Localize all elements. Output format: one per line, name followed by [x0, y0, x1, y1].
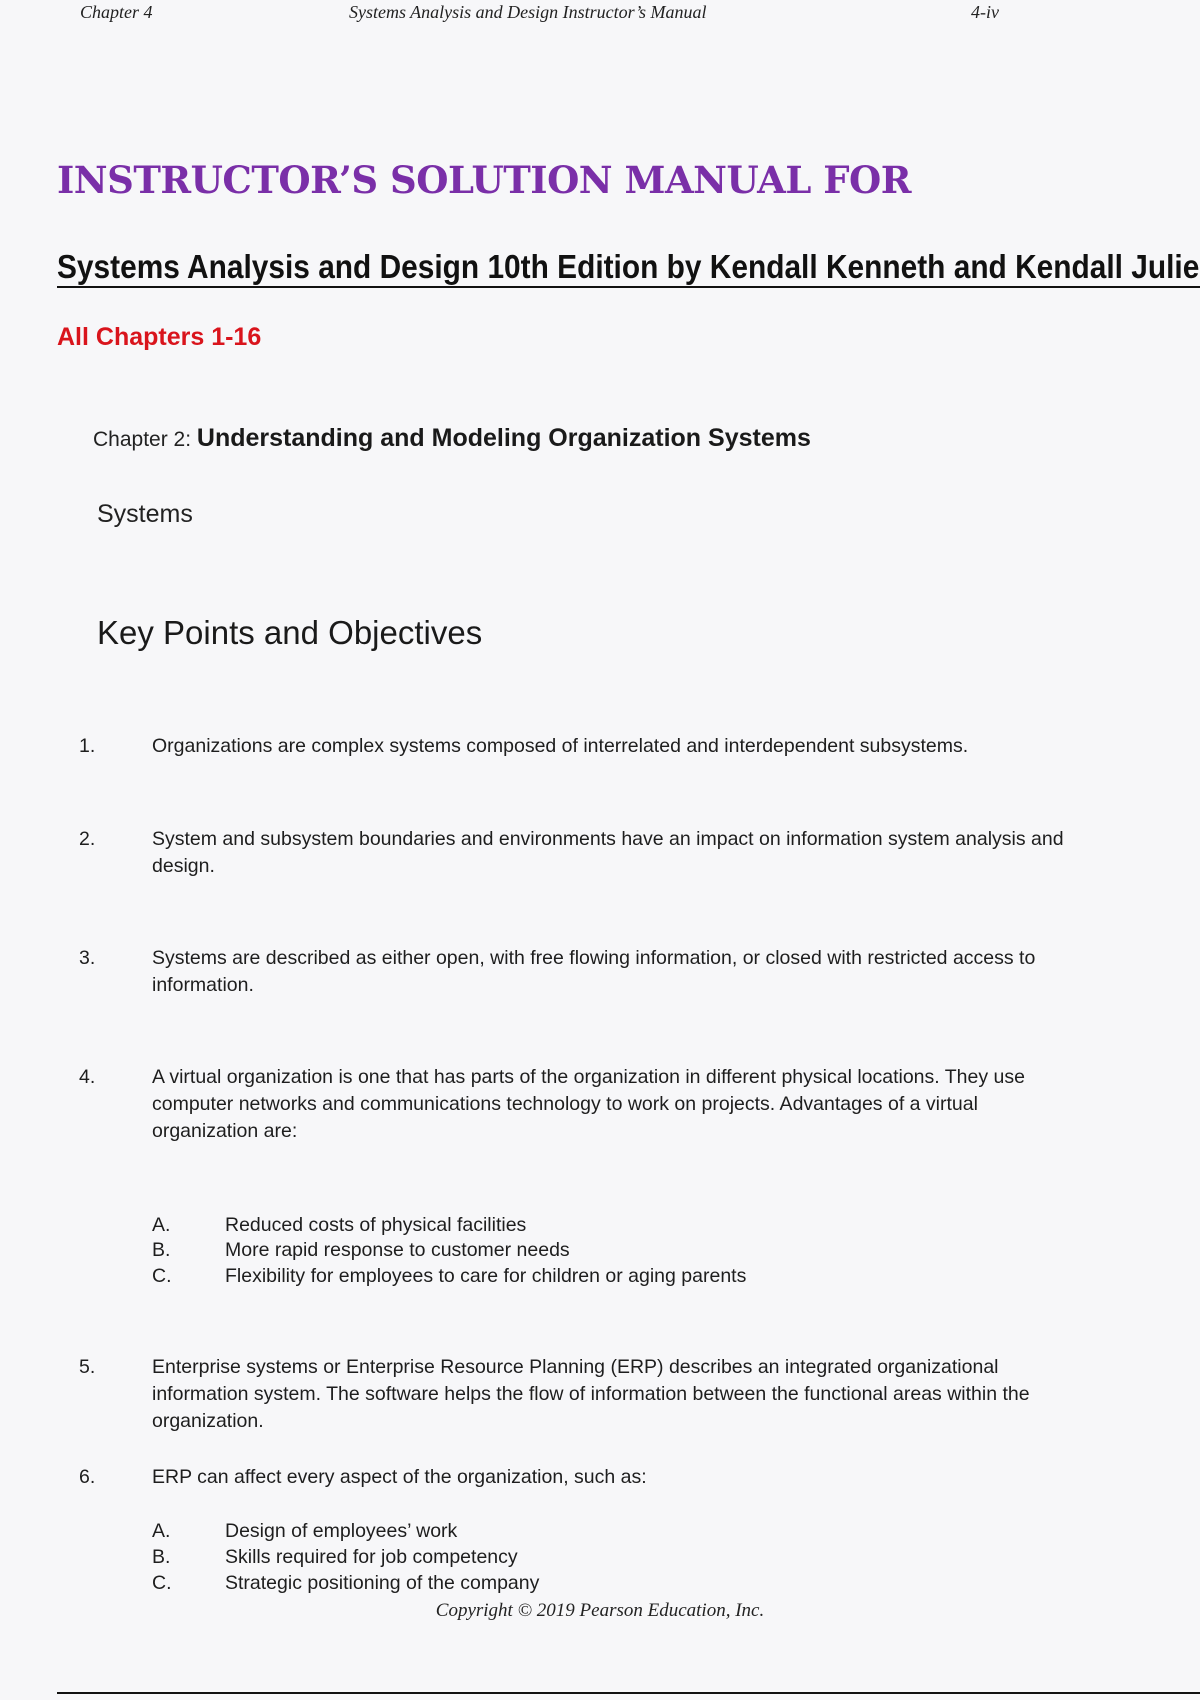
copyright-footer: Copyright © 2019 Pearson Education, Inc.	[435, 1600, 765, 1621]
item-number: 1.	[79, 735, 96, 757]
chapters-note: All Chapters 1-16	[57, 323, 262, 351]
item-text: Organizations are complex systems composed of interrelated and interdependent subsystems.	[152, 735, 969, 757]
chapter-heading	[93, 424, 811, 453]
sub-item-letter: C.	[152, 1572, 172, 1594]
sub-item-letter: C.	[152, 1265, 172, 1287]
key-points-heading: Key Points and Objectives	[97, 614, 483, 651]
chapter-prefix: Chapter 2:	[93, 428, 192, 451]
item-text: System and subsystem boundaries and environments have an impact on information system analysis and design.	[152, 828, 1064, 877]
book-title: Systems Analysis and Design 10th Edition by Kendall Kenneth and Kendall Julie	[57, 248, 1200, 285]
sub-item-letter: A.	[152, 1214, 171, 1236]
chapter-name: Understanding and Modeling Organization Systems	[196, 424, 811, 452]
sub-item-letter: B.	[152, 1239, 171, 1261]
footer-rule	[57, 1692, 1200, 1694]
header-page-number: 4-iv	[971, 2, 999, 22]
item-text: ERP can affect every aspect of the organization, such as:	[152, 1466, 647, 1488]
header-manual-title: Systems Analysis and Design Instructor’s Manual	[349, 2, 707, 22]
item-text: Enterprise systems or Enterprise Resource Planning (ERP) describes an integrated organizational information system. The software helps the flow of information between the functional areas within the organization.	[152, 1356, 1030, 1432]
sub-item-text: Skills required for job competency	[225, 1546, 518, 1568]
sub-item-letter: B.	[152, 1546, 171, 1568]
item-number: 6.	[79, 1466, 96, 1488]
item-number: 3.	[79, 947, 96, 969]
sub-item-text: More rapid response to customer needs	[225, 1239, 570, 1261]
sub-item-text: Strategic positioning of the company	[225, 1572, 540, 1594]
item-number: 2.	[79, 828, 96, 850]
item-number: 4.	[79, 1066, 96, 1088]
manual-title: INSTRUCTOR’S SOLUTION MANUAL FOR	[57, 158, 911, 202]
sub-item-text: Design of employees’ work	[225, 1520, 458, 1542]
sub-item-letter: A.	[152, 1520, 171, 1542]
header-chapter: Chapter 4	[80, 2, 153, 22]
item-number: 5.	[79, 1356, 96, 1378]
item-text: A virtual organization is one that has parts of the organization in different physical locations. They use computer networks and communications technology to work on projects. Advantages of a virtual organization are:	[152, 1066, 1025, 1142]
title-underline	[57, 286, 1200, 288]
sub-item-text: Flexibility for employees to care for children or aging parents	[225, 1265, 747, 1287]
item-text: Systems are described as either open, with free flowing information, or closed with restricted access to information.	[152, 947, 1036, 996]
section-heading: Systems	[97, 500, 193, 528]
sub-item-text: Reduced costs of physical facilities	[225, 1214, 527, 1236]
